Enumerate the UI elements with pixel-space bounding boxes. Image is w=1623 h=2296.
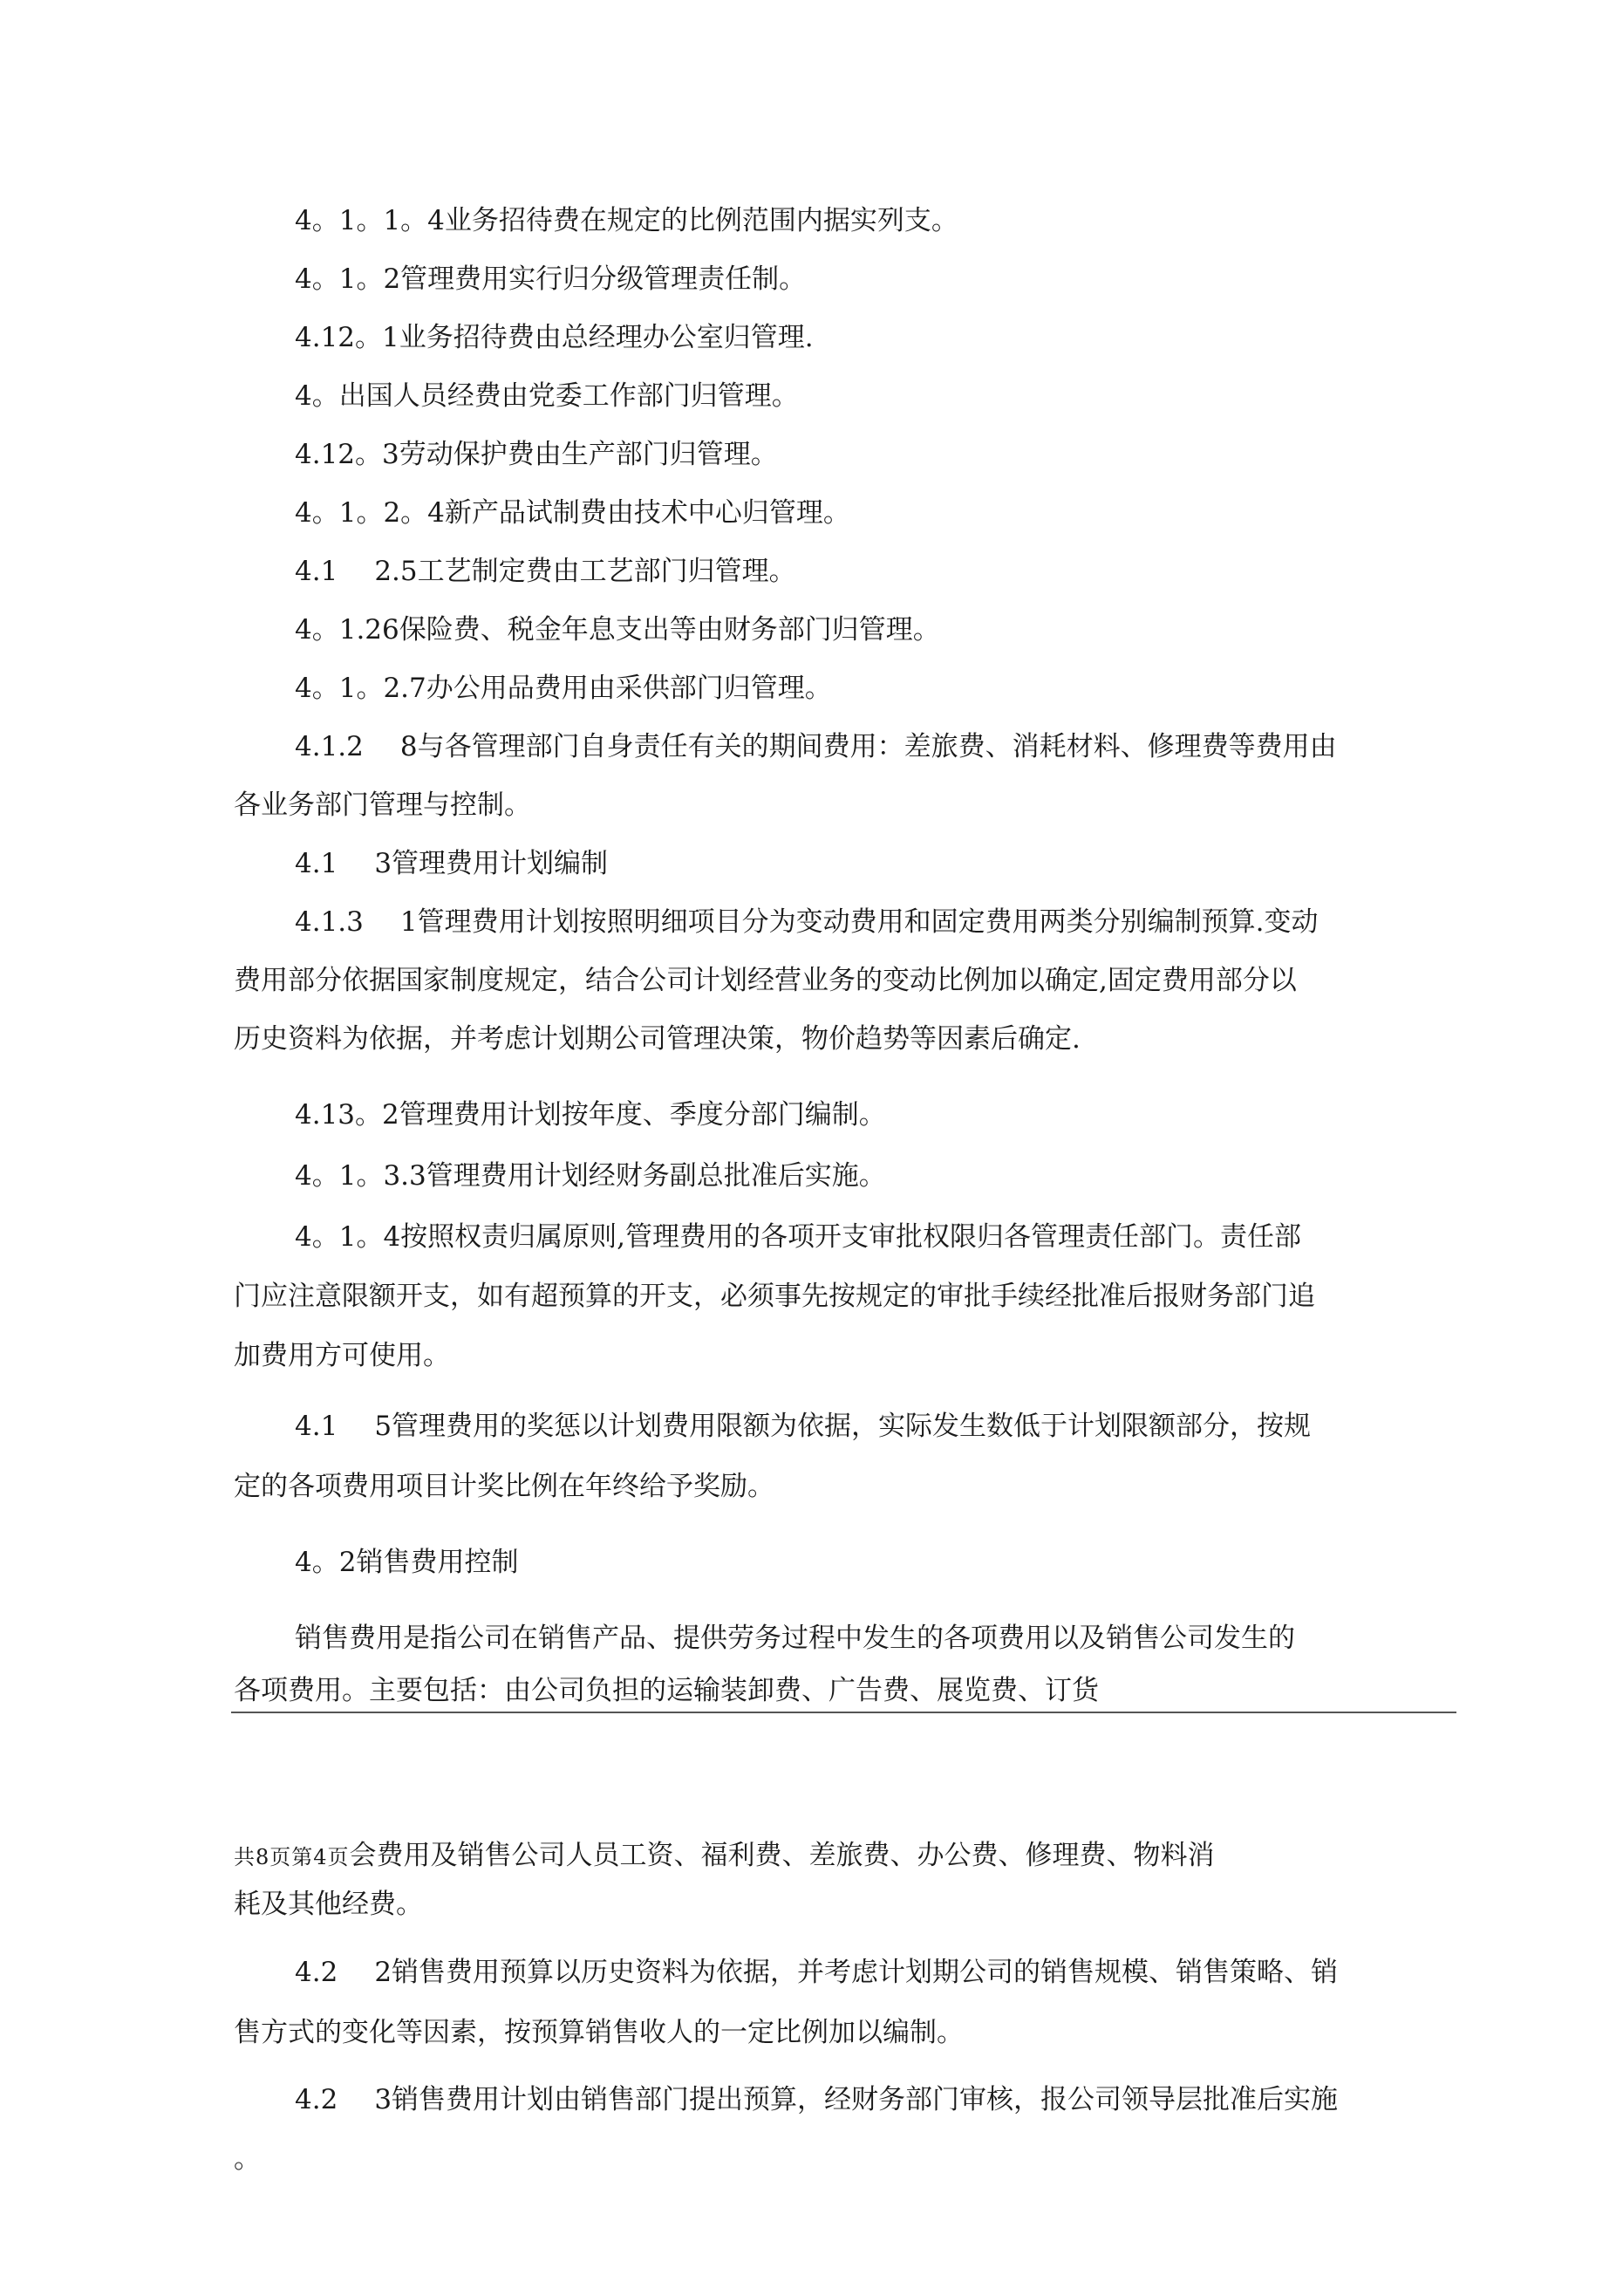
paragraph-text: 会费用及销售公司人员工资、福利费、差旅费、办公费、修理费、物料消 bbox=[349, 1840, 1215, 1871]
paragraph-number: 4.2 bbox=[295, 2084, 338, 2115]
paragraph-4-1-2-4 bbox=[234, 484, 1455, 543]
paragraph-4-13-2 bbox=[234, 1086, 1455, 1145]
paragraph-text: 4.12。1业务招待费由总经理办公室归管理. bbox=[295, 322, 814, 353]
paragraph-text: 4。1。2管理费用实行归分级管理责任制。 bbox=[295, 263, 807, 295]
paragraph-text: 加费用方可使用。 bbox=[234, 1340, 450, 1371]
footer-divider bbox=[231, 1712, 1456, 1713]
heading-4-1-3 bbox=[234, 835, 1455, 893]
paragraph-text: 定的各项费用项目计奖比例在年终给予奖励。 bbox=[234, 1471, 774, 1502]
paragraph-4-1-5 bbox=[234, 1397, 1455, 1456]
paragraph-4-1-3-3 bbox=[234, 1147, 1455, 1206]
paragraph-4-1-26 bbox=[234, 601, 1455, 659]
paragraph-4-1-2 bbox=[234, 250, 1455, 309]
paragraph-4-2-3-cont bbox=[234, 2130, 1455, 2189]
paragraph-text: 4.12。3劳动保护费由生产部门归管理。 bbox=[295, 439, 778, 470]
paragraph-4-12-3 bbox=[234, 426, 1455, 484]
paragraph-sales-cont-2 bbox=[234, 1876, 1455, 1934]
paragraph-text: 2销售费用预算以历史资料为依据，并考虑计划期公司的销售规模、销售策略、销 bbox=[374, 1957, 1339, 1988]
heading-text: 4。2销售费用控制 bbox=[295, 1547, 519, 1578]
paragraph-4-1-5-cont bbox=[234, 1458, 1455, 1516]
paragraph-4-12-1 bbox=[234, 309, 1455, 367]
heading-4-2 bbox=[234, 1534, 1455, 1592]
paragraph-text: 费用部分依据国家制度规定，结合公司计划经营业务的变动比例加以确定,固定费用部分以 bbox=[234, 965, 1297, 996]
paragraph-text: 4。出国人员经费由党委工作部门归管理。 bbox=[295, 380, 799, 412]
paragraph-text: 4。1.26保险费、税金年息支出等由财务部门归管理。 bbox=[295, 614, 940, 646]
paragraph-4-1-3-1-cont-2 bbox=[234, 1010, 1455, 1069]
paragraph-sales-intro bbox=[234, 1609, 1455, 1668]
paragraph-4-2-3 bbox=[234, 2071, 1455, 2129]
paragraph-number: 4.1 bbox=[295, 556, 338, 587]
paragraph-text: 2.5工艺制定费由工艺部门归管理。 bbox=[374, 556, 796, 587]
paragraph-4-1-3-1 bbox=[234, 893, 1455, 952]
heading-text: 3管理费用计划编制 bbox=[374, 848, 609, 879]
paragraph-text: 4。1。3.3管理费用计划经财务副总批准后实施。 bbox=[295, 1160, 886, 1192]
paragraph-4-1-2-5 bbox=[234, 543, 1455, 601]
paragraph-text: 4。1。2.7办公用品费用由采供部门归管理。 bbox=[295, 673, 832, 704]
paragraph-text: 1管理费用计划按照明细项目分为变动费用和固定费用两类分别编制预算.变动 bbox=[399, 906, 1319, 938]
heading-number: 4.1 bbox=[295, 848, 338, 879]
paragraph-text: 4。1。4按照权责归属原则,管理费用的各项开支审批权限归各管理责任部门。责任部 bbox=[295, 1221, 1302, 1253]
paragraph-4-1-4-cont-2 bbox=[234, 1327, 1455, 1385]
paragraph-4-2-2 bbox=[234, 1944, 1455, 2002]
paragraph-number: 4.1 bbox=[295, 1411, 338, 1442]
paragraph-4-1-4-cont-1 bbox=[234, 1268, 1455, 1326]
paragraph-4-1-2-8-cont bbox=[234, 776, 1455, 835]
paragraph-text: 5管理费用的奖惩以计划费用限额为依据，实际发生数低于计划限额部分，按规 bbox=[374, 1411, 1312, 1442]
paragraph-text: 。 bbox=[234, 2143, 261, 2175]
paragraph-number: 4.2 bbox=[295, 1957, 338, 1988]
paragraph-text: 4.13。2管理费用计划按年度、季度分部门编制。 bbox=[295, 1099, 886, 1131]
paragraph-4-1-2-8 bbox=[234, 718, 1455, 776]
paragraph-text: 4。1。2。4新产品试制费由技术中心归管理。 bbox=[295, 497, 850, 529]
paragraph-number: 4.1.3 bbox=[295, 906, 364, 938]
paragraph-4-1-2-7 bbox=[234, 659, 1455, 718]
paragraph-text: 各项费用。主要包括：由公司负担的运输装卸费、广告费、展览费、订货 bbox=[234, 1675, 1099, 1706]
paragraph-text: 8与各管理部门自身责任有关的期间费用：差旅费、消耗材料、修理费等费用由 bbox=[399, 731, 1337, 762]
paragraph-number: 4.1.2 bbox=[295, 731, 364, 762]
paragraph-text: 售方式的变化等因素，按预算销售收人的一定比例加以编制。 bbox=[234, 2017, 964, 2048]
paragraph-text: 销售费用是指公司在销售产品、提供劳务过程中发生的各项费用以及销售公司发生的 bbox=[295, 1623, 1295, 1654]
paragraph-text: 门应注意限额开支，如有超预算的开支，必须事先按规定的审批手续经批准后报财务部门追 bbox=[234, 1281, 1315, 1312]
paragraph-text: 3销售费用计划由销售部门提出预算，经财务部门审核，报公司领导层批准后实施 bbox=[374, 2084, 1339, 2115]
page-counter: 共8页第4页 bbox=[234, 1845, 350, 1869]
paragraph-4-1-4 bbox=[234, 1208, 1455, 1267]
paragraph-text: 历史资料为依据，并考虑计划期公司管理决策，物价趋势等因素后确定. bbox=[234, 1023, 1081, 1055]
paragraph-text: 各业务部门管理与控制。 bbox=[234, 789, 531, 821]
paragraph-text: 耗及其他经费。 bbox=[234, 1889, 423, 1920]
paragraph-4-1-1-4 bbox=[234, 192, 1455, 250]
paragraph-4-2-2-cont bbox=[234, 2004, 1455, 2062]
paragraph-text: 4。1。1。4业务招待费在规定的比例范围内据实列支。 bbox=[295, 205, 958, 236]
paragraph-4-1-3-1-cont-1 bbox=[234, 952, 1455, 1010]
paragraph-overseas bbox=[234, 367, 1455, 426]
